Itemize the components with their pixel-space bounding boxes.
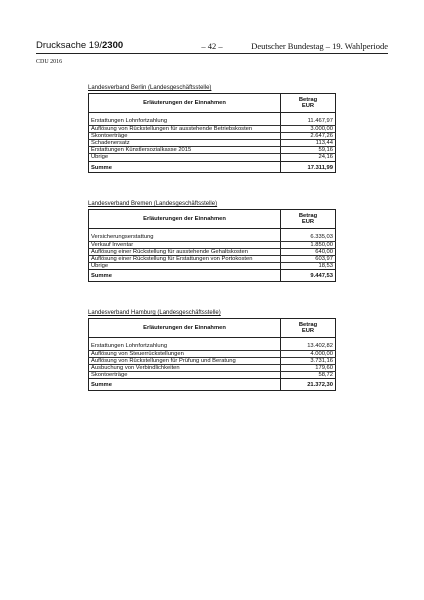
row-amount: 603,97 [281,256,336,263]
row-amount: 6.335,03 [281,234,336,241]
table-row [89,365,336,372]
section-title: Landesverband Bremen (Landesgeschäftsstelle) [88,201,218,207]
amount-header-line-1: Betrag [298,213,318,219]
row-amount: 4.000,00 [281,350,336,357]
total-row [89,161,336,172]
row-description: Auflösung von Steuerrückstellungen [89,350,281,357]
total-amount: 9.447,53 [310,273,333,280]
amount-header-line-2: EUR [301,219,315,226]
total-amount: 21.372,30 [307,382,333,389]
row-amount: 13.402,82 [281,343,336,350]
table-row [89,147,336,154]
amount-header-line-1: Betrag [298,322,318,328]
section-hamburg [88,309,336,391]
row-amount: 18,53 [281,263,336,270]
row-description: Skontoerträge [89,132,281,139]
table-row [89,241,336,248]
column-header-amount [281,210,336,229]
table-row [89,256,336,263]
column-header-amount [281,319,336,338]
total-row [89,270,336,281]
table-row [89,140,336,147]
row-amount: 11.467,97 [281,118,336,125]
document-prefix: Drucksache 19/ [36,40,103,51]
row-amount: 58,72 [281,372,336,379]
amount-header-line-2: EUR [301,103,315,110]
row-amount: 3.000,00 [281,125,336,132]
row-amount: 24,16 [281,154,336,161]
row-amount: 59,16 [281,147,336,154]
column-header-description: Erläuterungen der Einnahmen [89,210,281,229]
table-row [89,125,336,132]
row-amount: 640,00 [281,248,336,255]
row-amount: 113,44 [281,140,336,147]
page-header [36,40,388,52]
table-row [89,248,336,255]
column-header-amount [281,94,336,113]
row-description: Ausbuchung von Verbindlichkeiten [89,365,281,372]
total-label: Summe [89,161,281,172]
total-label: Summe [89,379,281,390]
table-row [89,234,336,241]
row-description: Auflösung einer Rückstellung für ausstehende Gehaltskosten [89,248,281,255]
column-header-description: Erläuterungen der Einnahmen [89,319,281,338]
column-header-description: Erläuterungen der Einnahmen [89,94,281,113]
party-label: CDU 2016 [36,59,63,65]
income-table [88,209,336,282]
header-divider [36,53,388,54]
section-bremen [88,200,336,282]
row-description: Erstattungen Lohnfortzahlung [89,343,281,350]
total-amount: 17.311,99 [307,164,333,171]
table-row [89,357,336,364]
row-amount: 3.731,16 [281,357,336,364]
row-description: Übrige [89,263,281,270]
page-number: – 42 – [201,41,223,51]
section-berlin [88,84,336,173]
row-amount: 179,60 [281,365,336,372]
table-row [89,154,336,161]
row-description: Auflösung von Rückstellungen für Prüfung und Beratung [89,357,281,364]
table-row [89,343,336,350]
total-row [89,379,336,390]
amount-header-line-2: EUR [301,328,315,335]
table-row [89,118,336,125]
row-amount: 1.850,00 [281,241,336,248]
table-row [89,132,336,139]
table-row [89,372,336,379]
table-row [89,263,336,270]
row-description: Verkauf Inventar [89,241,281,248]
income-table [88,93,336,173]
total-label: Summe [89,270,281,281]
section-title: Landesverband Hamburg (Landesgeschäftsstelle) [88,310,221,316]
row-amount: 2.647,26 [281,132,336,139]
row-description: Übrige [89,154,281,161]
row-description: Versicherungserstattung [89,234,281,241]
legislative-period: Deutscher Bundestag – 19. Wahlperiode [251,41,388,51]
row-description: Skontoerträge [89,372,281,379]
row-description: Erstattungen Lohnfortzahlung [89,118,281,125]
row-description: Auflösung einer Rückstellung für Erstattungen von Portokosten [89,256,281,263]
row-description: Auflösung von Rückstellungen für ausstehende Betriebskosten [89,125,281,132]
income-table [88,318,336,391]
section-title: Landesverband Berlin (Landesgeschäftsstelle) [88,85,212,91]
row-description: Schadenersatz [89,140,281,147]
table-row [89,350,336,357]
document-number-value: 2300 [102,40,124,51]
row-description: Erstattungen Künstlersozialkasse 2015 [89,147,281,154]
amount-header-line-1: Betrag [298,97,318,103]
